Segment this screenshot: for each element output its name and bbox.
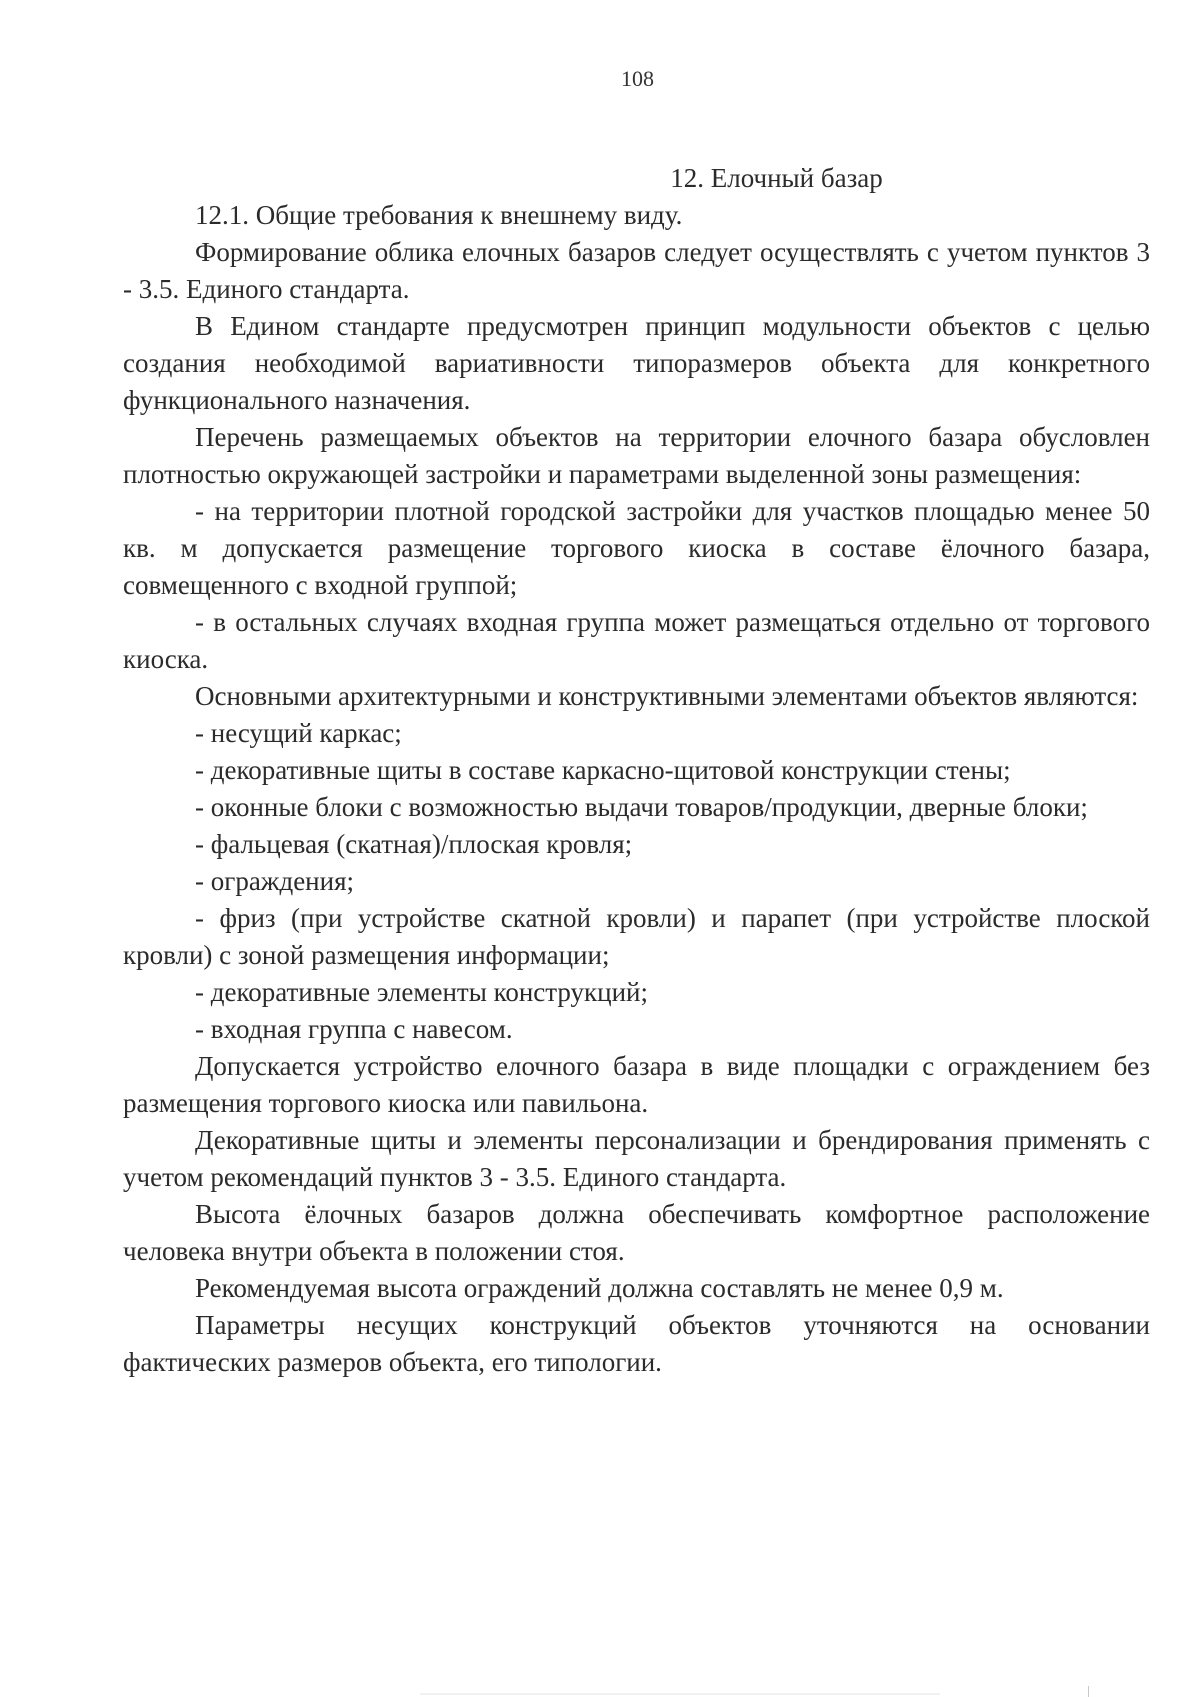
- list-item: - ограждения;: [195, 866, 354, 896]
- paragraph: Высота ёлочных базаров должна обеспечивать комфортное расположение человека внутри объекта в положении стоя.: [123, 1199, 1150, 1266]
- page-number: 108: [621, 66, 654, 91]
- list-item: - в остальных случаях входная группа может размещаться отдельно от торгового киоска.: [123, 607, 1150, 674]
- paragraph: В Едином стандарте предусмотрен принцип модульности объектов с целью создания необходимой вариативности типоразмеров объекта для конкретного функционального назначения.: [123, 311, 1150, 415]
- list-item: - фриз (при устройстве скатной кровли) и парапет (при устройстве плоской кровли) с зоной размещения информации;: [123, 903, 1150, 970]
- paragraph: Параметры несущих конструкций объектов уточняются на основании фактических размеров объекта, его типологии.: [123, 1310, 1150, 1377]
- list-item: - оконные блоки с возможностью выдачи товаров/продукции, дверные блоки;: [195, 792, 1088, 822]
- paragraph: Допускается устройство елочного базара в виде площадки с ограждением без размещения торгового киоска или павильона.: [123, 1051, 1150, 1118]
- list-item: - на территории плотной городской застройки для участков площадью менее 50 кв. м допускается размещение торгового киоска в составе ёлочного базара, совмещенного с входной группой;: [123, 496, 1150, 600]
- list-item: - декоративные элементы конструкций;: [195, 977, 649, 1007]
- paragraph: Рекомендуемая высота ограждений должна составлять не менее 0,9 м.: [195, 1273, 1004, 1303]
- paragraph: Формирование облика елочных базаров следует осуществлять с учетом пунктов 3 - 3.5. Единого стандарта.: [123, 237, 1150, 304]
- list-item: - входная группа с навесом.: [195, 1014, 513, 1044]
- paragraph: Декоративные щиты и элементы персонализации и брендирования применять с учетом рекомендаций пунктов 3 - 3.5. Единого стандарта.: [123, 1125, 1150, 1192]
- subsection-title: 12.1. Общие требования к внешнему виду.: [195, 200, 683, 230]
- scan-artifact-line: [420, 1693, 940, 1695]
- document-body: [123, 160, 1150, 1381]
- scan-artifact-mark: [1088, 1686, 1089, 1697]
- list-item: - фальцевая (скатная)/плоская кровля;: [195, 829, 633, 859]
- section-title: 12. Елочный базар: [670, 163, 883, 193]
- list-item: - декоративные щиты в составе каркасно-щитовой конструкции стены;: [195, 755, 1011, 785]
- paragraph: Основными архитектурными и конструктивными элементами объектов являются:: [195, 681, 1139, 711]
- list-item: - несущий каркас;: [195, 718, 402, 748]
- paragraph: Перечень размещаемых объектов на территории елочного базара обусловлен плотностью окружающей застройки и параметрами выделенной зоны размещения:: [123, 422, 1150, 489]
